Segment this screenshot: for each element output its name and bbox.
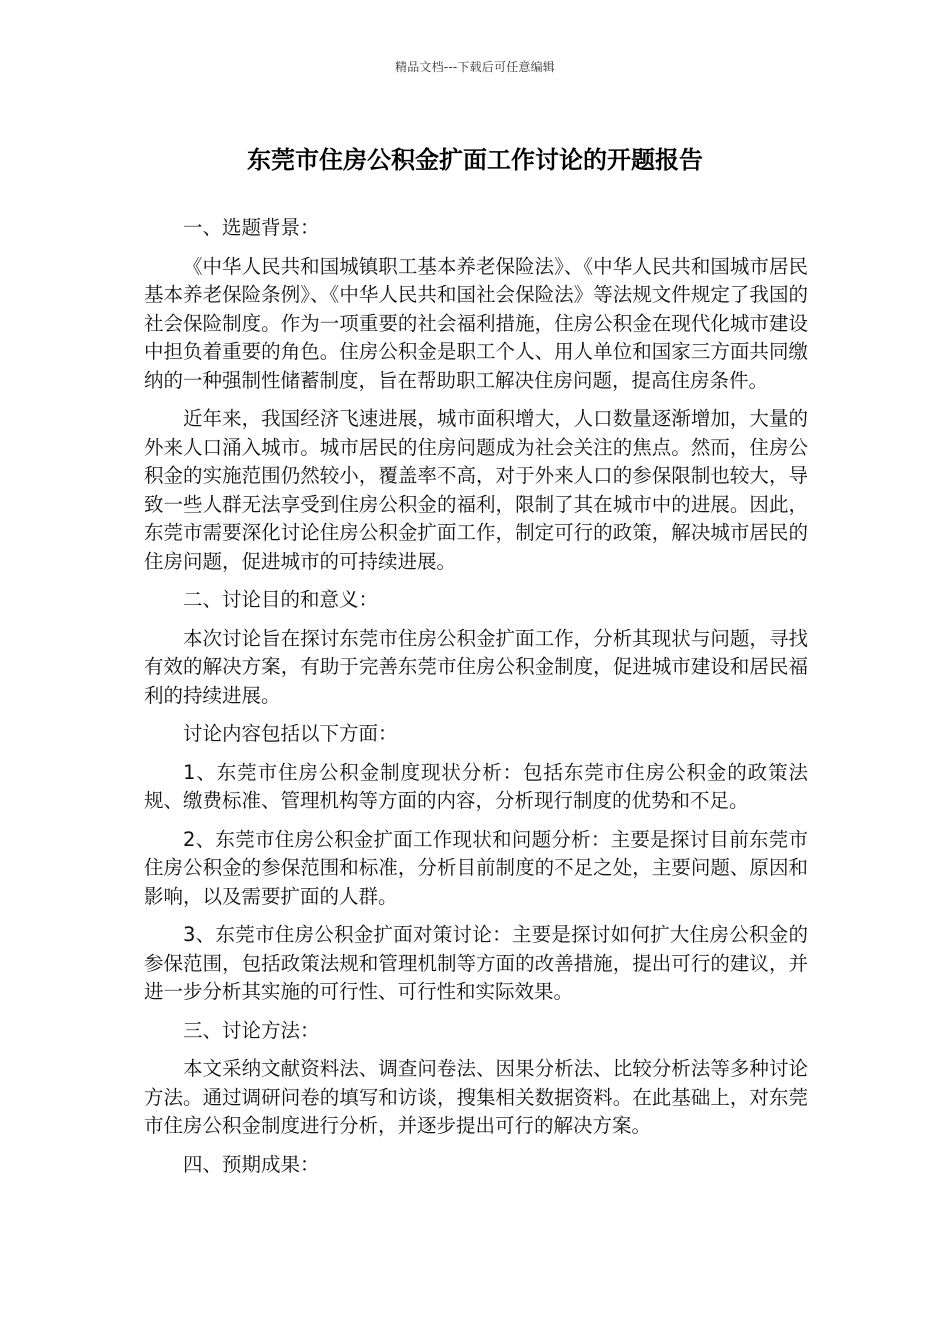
list-item-3: 3、东莞市住房公积金扩面对策讨论：主要是探讨如何扩大住房公积金的参保范围，包括政策法规和管理机制等方面的改善措施，提出可行的建议，并进一步分析其实施的可行性、可行性和实际效果。	[144, 923, 808, 1003]
paragraph-method-1: 本文采纳文献资料法、调查问卷法、因果分析法、比较分析法等多种讨论方法。通过调研问卷的填写和访谈，搜集相关数据资料。在此基础上，对东莞市住房公积金制度进行分析，并逐步提出可行的解决方案。	[144, 1057, 808, 1137]
paragraph-background-2: 近年来，我国经济飞速进展，城市面积增大，人口数量逐渐增加，大量的外来人口涌入城市。城市居民的住房问题成为社会关注的焦点。然而，住房公积金的实施范围仍然较小，覆盖率不高，对于外来人口的参保限制也较大，导致一些人群无法享受到住房公积金的福利，限制了其在城市中的进展。因此，东莞市需要深化讨论住房公积金扩面工作，制定可行的政策，解决城市居民的住房问题，促进城市的可持续进展。	[144, 407, 808, 573]
paragraph-purpose-1: 本次讨论旨在探讨东莞市住房公积金扩面工作，分析其现状与问题，寻找有效的解决方案，有助于完善东莞市住房公积金制度，促进城市建设和居民福利的持续进展。	[144, 626, 808, 707]
document-title: 东莞市住房公积金扩面工作讨论的开题报告	[247, 146, 703, 174]
list-item-1: 1、东莞市住房公积金制度现状分析：包括东莞市住房公积金的政策法规、缴费标准、管理机构等方面的内容，分析现行制度的优势和不足。	[144, 760, 808, 812]
section-heading-outcomes: 四、预期成果：	[183, 1152, 320, 1176]
section-heading-purpose: 二、讨论目的和意义：	[183, 588, 379, 611]
paragraph-background-1: 《中华人民共和国城镇职工基本养老保险法》、《中华人民共和国城市居民基本养老保险条例》、《中华人民共和国社会保险法》等法规文件规定了我国的社会保险制度。作为一项重要的社会福利措施，住房公积金在现代化城市建设中担负着重要的角色。住房公积金是职工个人、用人单位和国家三方面共同缴纳的一种强制性储蓄制度，旨在帮助职工解决住房问题，提高住房条件。	[144, 254, 808, 392]
list-item-2: 2、东莞市住房公积金扩面工作现状和问题分析：主要是探讨目前东莞市住房公积金的参保范围和标准，分析目前制度的不足之处，主要问题、原因和影响，以及需要扩面的人群。	[144, 827, 808, 908]
section-heading-background: 一、选题背景：	[183, 216, 320, 239]
header-note: 精品文档---下载后可任意编辑	[395, 60, 555, 74]
paragraph-purpose-2: 讨论内容包括以下方面：	[183, 722, 398, 745]
section-heading-method: 三、讨论方法：	[183, 1018, 320, 1042]
document-body	[144, 214, 808, 1189]
